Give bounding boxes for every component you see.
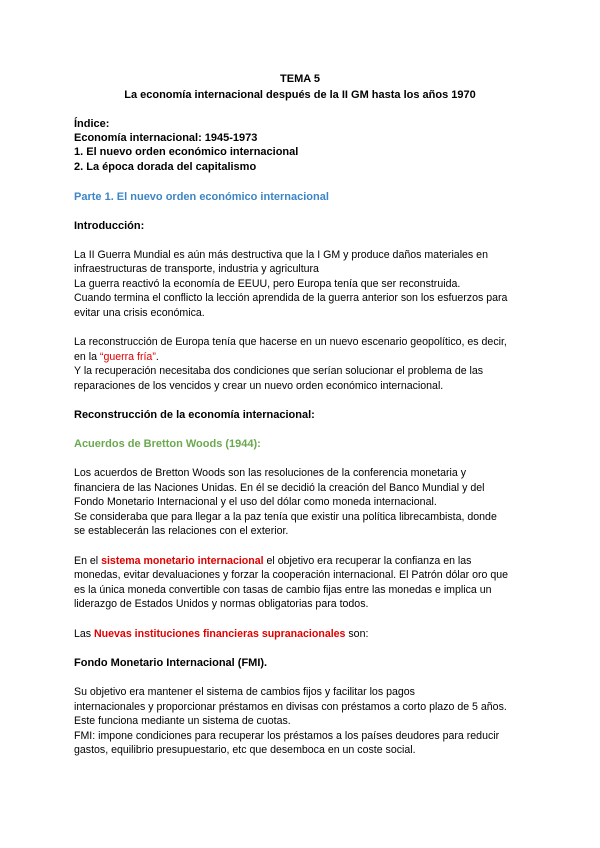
intro-paragraph-line: La II Guerra Mundial es aún más destructiva que la I GM y produce daños materiales en [74,249,488,261]
intro-paragraph-line: en la “guerra fría”. [74,351,159,363]
document-title: La economía internacional después de la II GM hasta los años 1970 [124,89,476,101]
institutions-line: Las Nuevas instituciones financieras supranacionales son: [74,628,369,640]
bretton-woods-paragraph-line: se establecerán las relaciones con el exterior. [74,525,289,537]
intro-paragraph-line: reparaciones de los vencidos y crear un nuevo orden económico internacional. [74,380,444,392]
intro-heading: Introducción: [74,220,145,232]
fmi-paragraph-line: Su objetivo era mantener el sistema de cambios fijos y facilitar los pagos [74,686,415,698]
intro-paragraph-line: Cuando termina el conflicto la lección aprendida de la guerra anterior son los esfuerzos para [74,292,508,304]
guerra-fria-highlight: “guerra fría” [99,351,156,363]
bretton-woods-paragraph-line: financiera de las Naciones Unidas. En él se decidió la creación del Banco Mundial y del [74,482,485,494]
intro-paragraph-line: Y la recuperación necesitaba dos condiciones que serían solucionar el problema de las [74,365,484,377]
fmi-paragraph-line: internacionales y proporcionar préstamos en divisas con préstamos a corto plazo de 5 años. [74,701,507,713]
monetary-system-paragraph-line: monedas, evitar devaluaciones y forzar la cooperación internacional. El Patrón dólar oro que [74,569,509,581]
bretton-woods-heading: Acuerdos de Bretton Woods (1944): [74,438,261,450]
bretton-woods-paragraph-line: Se consideraba que para llegar a la paz tenía que existir una política librecambista, donde [74,511,497,523]
fmi-paragraph-line: Este funciona mediante un sistema de cuotas. [74,715,291,727]
bretton-woods-paragraph-line: Fondo Monetario Internacional y el uso del dólar como moneda internacional. [74,496,437,508]
monetary-system-highlight: sistema monetario internacional [101,555,264,567]
monetary-system-paragraph-line: En el sistema monetario internacional el objetivo era recuperar la confianza en las [74,555,472,567]
document-title-number: TEMA 5 [280,73,320,85]
fmi-paragraph-line: gastos, equilibrio presupuestario, etc que desemboca en un coste social. [74,744,416,756]
institutions-highlight: Nuevas instituciones financieras supranacionales [94,628,346,640]
index-item: Economía internacional: 1945-1973 [74,132,258,144]
monetary-system-paragraph-line: es la única moneda convertible con tasas de cambio fijas entre las monedas e implica un [74,584,492,596]
index-item: 2. La época dorada del capitalismo [74,161,257,173]
intro-paragraph-line: La reconstrucción de Europa tenía que hacerse en un nuevo escenario geopolítico, es decir, [74,336,507,348]
index-heading: Índice: [74,118,110,130]
part1-heading: Parte 1. El nuevo orden económico internacional [74,191,329,203]
reconstruction-heading: Reconstrucción de la economía internacional: [74,409,315,421]
monetary-system-paragraph-line: liderazgo de Estados Unidos y normas obligatorias para todos. [74,598,369,610]
intro-paragraph-line: evitar una crisis económica. [74,307,205,319]
intro-paragraph-line: La guerra reactivó la economía de EEUU, pero Europa tenía que ser reconstruida. [74,278,461,290]
index-item: 1. El nuevo orden económico internacional [74,146,299,158]
intro-paragraph-line: infraestructuras de transporte, industria y agricultura [74,263,319,275]
fmi-heading: Fondo Monetario Internacional (FMI). [74,657,268,669]
bretton-woods-paragraph-line: Los acuerdos de Bretton Woods son las resoluciones de la conferencia monetaria y [74,467,466,479]
fmi-paragraph-line: FMI: impone condiciones para recuperar los préstamos a los países deudores para reducir [74,730,500,742]
